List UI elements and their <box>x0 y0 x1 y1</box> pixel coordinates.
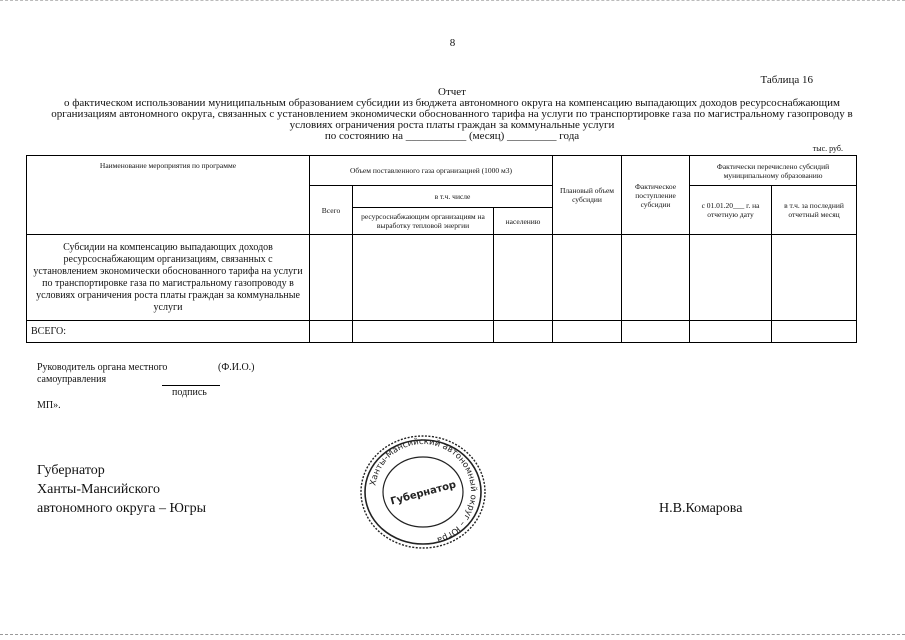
title-line-2: о фактическом использовании муниципальным образованием субсидии из бюджета автономного округа на компенсацию выпадающих доходов ресурсоснабжающим <box>64 97 840 109</box>
header-name: Наименование мероприятия по программе <box>27 156 310 235</box>
title-line-4: условиях ограничения роста платы граждан за коммунальные услуги <box>289 119 615 131</box>
mp-label: МП». <box>37 400 61 411</box>
fio-label: (Ф.И.О.) <box>218 362 255 373</box>
header-gas-volume: Объем поставленного газа организацией (1000 м3) <box>310 156 553 186</box>
header-population: населению <box>494 208 553 235</box>
head-title-line-2: самоуправления <box>37 374 107 385</box>
header-planned: Плановый объем субсидии <box>553 156 622 235</box>
header-from-date: с 01.01.20___ г. на отчетную дату <box>690 186 772 235</box>
governor-line-1: Губернатор <box>37 463 105 478</box>
header-including: в т.ч. числе <box>353 186 553 208</box>
signature-caption: подпись <box>172 387 207 398</box>
table-label: Таблица 16 <box>760 74 813 86</box>
report-table <box>26 155 857 343</box>
official-stamp <box>352 430 494 554</box>
scan-edge-top <box>0 0 905 1</box>
table-cell <box>690 235 772 321</box>
table-cell <box>494 321 553 343</box>
row-total-label: ВСЕГО: <box>27 321 310 343</box>
header-total: Всего <box>310 186 353 235</box>
title-line-1: Отчет <box>438 86 466 98</box>
header-last-month: в т.ч. за последний отчетный месяц <box>772 186 857 235</box>
report-title <box>22 87 882 142</box>
table-cell <box>622 321 690 343</box>
title-line-5: по состоянию на ___________ (месяц) _________ года <box>324 130 580 142</box>
table-cell <box>353 321 494 343</box>
table-cell <box>310 321 353 343</box>
table-cell <box>690 321 772 343</box>
table-cell <box>553 321 622 343</box>
governor-line-3: автономного округа – Югры <box>37 501 206 516</box>
header-actual: Фактическое поступление субсидии <box>622 156 690 235</box>
scan-edge-bottom <box>0 634 905 635</box>
table-cell <box>353 235 494 321</box>
header-transferred: Фактически перечислено субсидий муниципальному образованию <box>690 156 857 186</box>
table-cell <box>772 235 857 321</box>
governor-line-2: Ханты-Мансийского <box>37 482 161 497</box>
unit-label: тыс. руб. <box>812 144 843 153</box>
table-cell <box>553 235 622 321</box>
header-resource-orgs: ресурсоснабжающим организациям на выработку тепловой энергии <box>353 208 494 235</box>
signature-line <box>162 385 220 386</box>
table-cell <box>772 321 857 343</box>
table-cell <box>310 235 353 321</box>
stamp-ring-text: Ханты-Мансийский автономный округ – Югра <box>368 436 479 545</box>
stamp-center-text: Губернатор <box>389 479 458 508</box>
table-cell <box>622 235 690 321</box>
table-cell <box>494 235 553 321</box>
row-subsidy-name: Субсидии на компенсацию выпадающих доходов ресурсоснабжающим организациям, связанных с установлением экономически обоснованного тарифа на услуги по транспортировке газа по магистральному газопроводу в условиях ограничения роста платы граждан за коммунальные услуги <box>27 235 310 321</box>
governor-name: Н.В.Комарова <box>659 501 743 516</box>
page-number: 8 <box>449 37 456 49</box>
title-line-3: организациям автономного округа, связанных с установлением экономически обоснованного тарифа на услуги по транспортировке газа по магистральному газопроводу в <box>51 108 853 120</box>
head-title-line-1: Руководитель органа местного <box>37 362 168 373</box>
